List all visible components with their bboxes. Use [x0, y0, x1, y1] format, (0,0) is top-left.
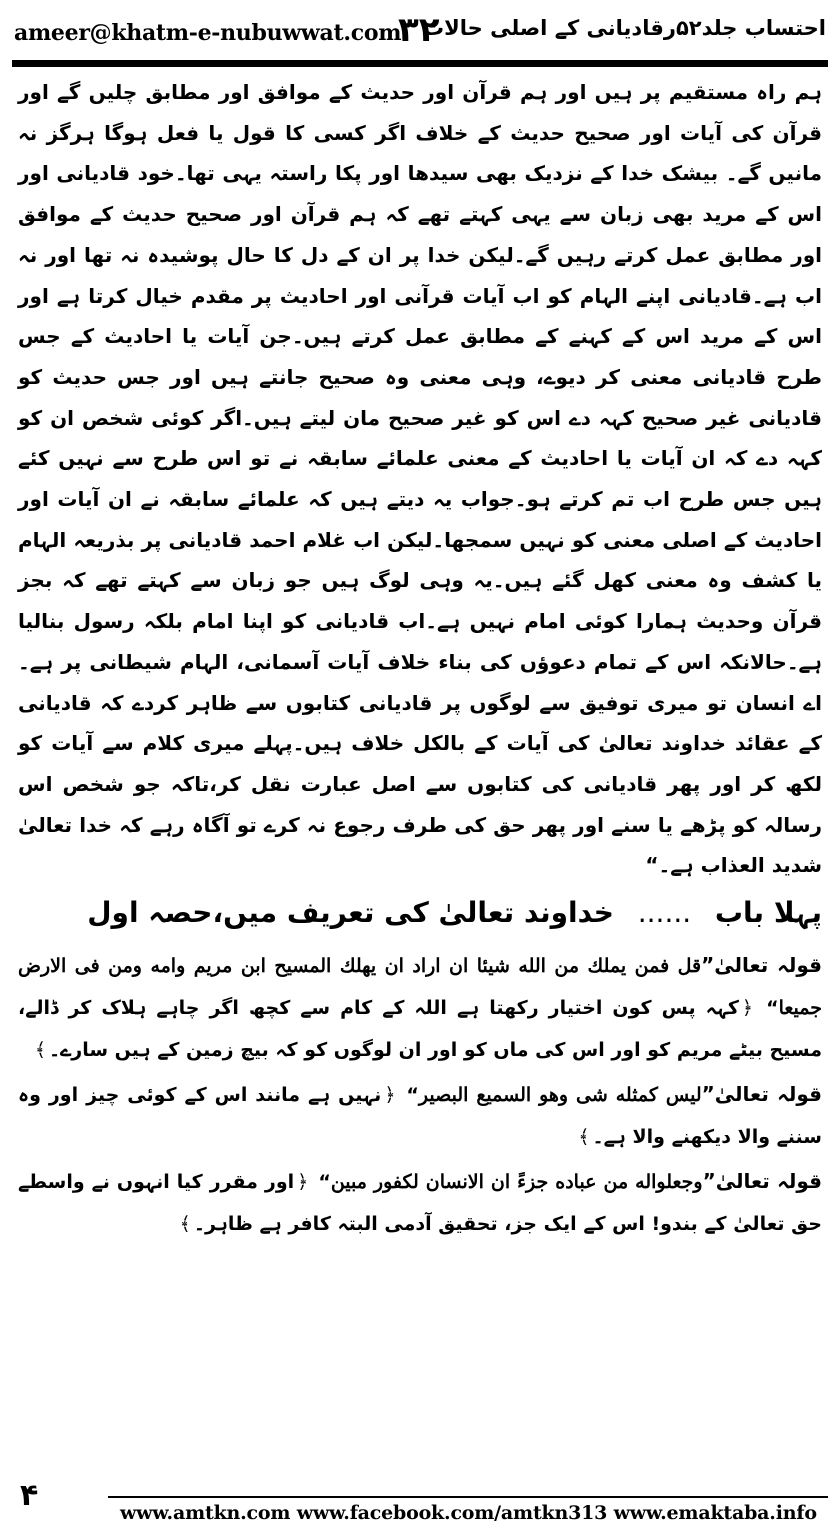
header-email: ameer@khatm-e-nubuwwat.com — [14, 20, 402, 46]
verse-lead: قولہ تعالیٰ” — [702, 1169, 822, 1194]
verse-3 — [18, 1160, 822, 1245]
body-paragraph: ہم راہ مستقیم پر ہیں اور ہم قرآن اور حدیث کے موافق اور مطابق چلیں گے اور قرآن کی آیات اور صحیح حدیث کے خلاف اگر کسی کا قول یا فعل ہوگا ہرگز نہ مانیں گے۔ بیشک خدا کے نزدیک بھی سیدھا اور پکا راستہ یہی تھا۔خود قادیانی اور اس کے مرید بھی زبان سے یہی کہتے تھے کہ ہم قرآن اور صحیح حدیث کے موافق اور مطابق عمل کرتے رہیں گے۔لیکن خدا پر ان کے دل کا حال پوشیدہ نہ تھا اور نہ اب ہے۔قادیانی اپنے الہام کو اب آیات قرآنی اور احادیث پر مقدم خیال کرتا ہے اور اس کے مرید اس کے کہنے کے مطابق عمل کرتے ہیں۔جن آیات یا احادیث کے جس طرح قادیانی معنی کر دیوے، وہی معنی وہ صحیح جانتے ہیں اور جس حدیث کو قادیانی غیر صحیح کہہ دے اس کو غیر صحیح مان لیتے ہیں۔اگر کوئی شخص ان کو کہہ دے کہ ان آیات یا احادیث کے معنی علمائے سابقہ نے تو اس طرح سے نہیں کئے ہیں جس طرح اب تم کرتے ہو۔جواب یہ دیتے ہیں کہ علمائے سابقہ نے ان آیات اور احادیث کے اصلی معنی کو نہیں سمجھا۔لیکن اب غلام احمد قادیانی پر بذریعہ الہام یا کشف وہ معنی کھل گئے ہیں۔یہ وہی لوگ ہیں جو زبان سے کہتے تھے کہ بجز قرآن وحدیث ہمارا کوئی امام نہیں ہے۔اب قادیانی کو اپنا امام بلکہ رسول بنالیا ہے۔حالانکہ اس کے تمام دعوؤں کی بناء خلاف آیات آسمانی، الہام شیطانی پر ہے۔اے انسان تو میری توفیق سے لوگوں پر قادیانی کتابوں سے ظاہر کردے کہ قادیانی کے عقائد خداوند تعالیٰ کی آیات کے بالکل خلاف ہیں۔پہلے میری کلام سے آیات کو لکھ کر اور پھر قادیانی کی کتابوں سے اصل عبارت نقل کر،تاکہ جو شخص اس رسالہ کو پڑھے یا سنے اور پھر حق کی طرف رجوع نہ کرے تو آگاہ رہے کہ خدا تعالیٰ شدید العذاب ہے۔“ — [18, 80, 822, 878]
footer-links: www.amtkn.com www.facebook.com/amtkn313 www.emaktaba.info — [120, 1502, 817, 1524]
header-rule — [12, 60, 828, 67]
header-page-number: ۳۲ — [398, 10, 440, 50]
verse-translation: نہیں ہے مانند اس کے کوئی چیز اور وہ سننے والا دیکھنے والا ہے۔ — [18, 1084, 822, 1149]
page-content — [18, 72, 822, 1247]
verse-arabic: وجعلواله من عباده جزءً ان الانسان لكفور مبين — [330, 1171, 703, 1194]
ornament-open-icon: ﴿ — [384, 1084, 396, 1107]
verse-lead: قولہ تعالیٰ” — [701, 1082, 822, 1107]
ornament-open-icon: ﴿ — [297, 1171, 309, 1194]
verse-1 — [18, 944, 822, 1071]
verse-arabic: قل فمن يملك من الله شيئا ان اراد ان يهلك المسيح ابن مريم وامه ومن فى الارض جميعا — [18, 955, 822, 1020]
footer-rule — [108, 1496, 828, 1498]
chapter-dots: ...... — [637, 896, 692, 930]
chapter-heading — [18, 888, 822, 938]
verse-lead: قولہ تعالیٰ” — [701, 953, 823, 978]
footer-page-number: ۴ — [20, 1478, 39, 1513]
header-title: احتساب جلد۵۲رقادیانی کے اصلی حالات — [423, 16, 826, 40]
verse-arabic: ليس كمثله شى وهو السميع البصير — [418, 1084, 702, 1107]
verse-close-quote: “ — [766, 997, 779, 1020]
ornament-open-icon: ﴿ — [741, 997, 754, 1020]
page-header — [0, 0, 840, 62]
ornament-close-icon: ﴾ — [34, 1039, 46, 1062]
verse-translation: اور مقرر کیا انہوں نے واسطے حق تعالیٰ کے بندو! اس کے ایک جز، تحقیق آدمی البتہ کافر ہے ظاہر۔ — [18, 1171, 822, 1236]
chapter-label: پہلا باب — [714, 896, 822, 930]
verse-close-quote: “ — [318, 1171, 331, 1194]
verse-close-quote: “ — [406, 1084, 419, 1107]
chapter-title: خداوند تعالیٰ کی تعریف میں،حصہ اول — [87, 896, 614, 930]
ornament-close-icon: ﴾ — [578, 1126, 590, 1149]
verse-translation: کہہ پس کون اختیار رکھتا ہے اللہ کے کام سے کچھ اگر چاہے ہلاک کر ڈالے، مسیح بیٹے مریم کو اور اس کی ماں کو اور ان لوگوں کو کہ بیچ زمین کے ہیں سارے۔ — [18, 997, 822, 1062]
ornament-close-icon: ﴾ — [179, 1213, 191, 1236]
page-footer — [0, 1470, 840, 1540]
verse-2 — [18, 1073, 822, 1158]
